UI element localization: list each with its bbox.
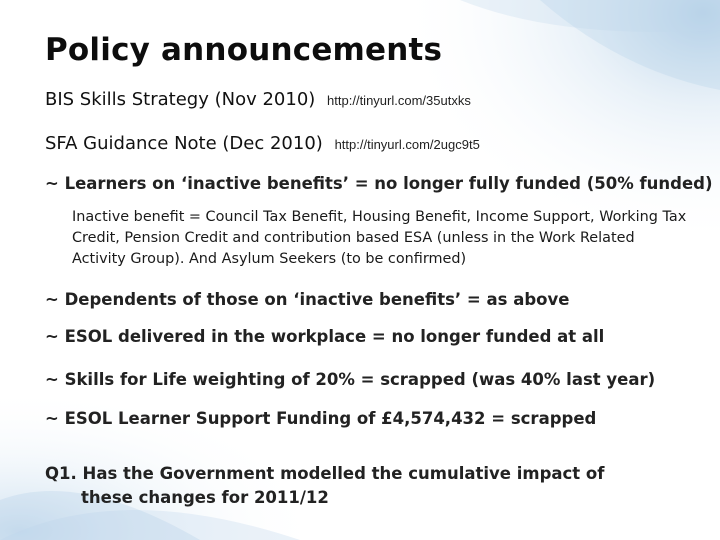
- reference-label: BIS Skills Strategy (Nov 2010): [45, 89, 316, 110]
- bullet-dependents: ~ Dependents of those on ‘inactive benefits’ = as above: [45, 290, 570, 309]
- question-line-2: these changes for 2011/12: [81, 488, 329, 507]
- question-line-1: Q1. Has the Government modelled the cumulative impact of: [45, 464, 605, 483]
- reference-label: SFA Guidance Note (Dec 2010): [45, 133, 323, 154]
- reference-sfa-guidance-note: [45, 133, 480, 154]
- bullet-inactive-benefits: ~ Learners on ‘inactive benefits’ = no longer fully funded (50% funded): [45, 174, 713, 193]
- reference-link[interactable]: http://tinyurl.com/2ugc9t5: [334, 137, 480, 152]
- reference-link[interactable]: http://tinyurl.com/35utxks: [327, 93, 471, 108]
- bullet-skills-for-life: ~ Skills for Life weighting of 20% = scrapped (was 40% last year): [45, 370, 656, 389]
- reference-bis-skills-strategy: [45, 89, 471, 110]
- slide-title: Policy announcements: [45, 32, 443, 68]
- inactive-benefit-definition: Inactive benefit = Council Tax Benefit, Housing Benefit, Income Support, Working Tax Credit, Pension Credit and contribution based ESA (unless in the Work Related Activity Group). And Asylum Seekers (to be confirmed): [72, 209, 687, 267]
- bullet-esol-workplace: ~ ESOL delivered in the workplace = no longer funded at all: [45, 327, 605, 346]
- question-q1: [45, 462, 604, 510]
- bullet-esol-learner-support: ~ ESOL Learner Support Funding of £4,574,432 = scrapped: [45, 409, 597, 428]
